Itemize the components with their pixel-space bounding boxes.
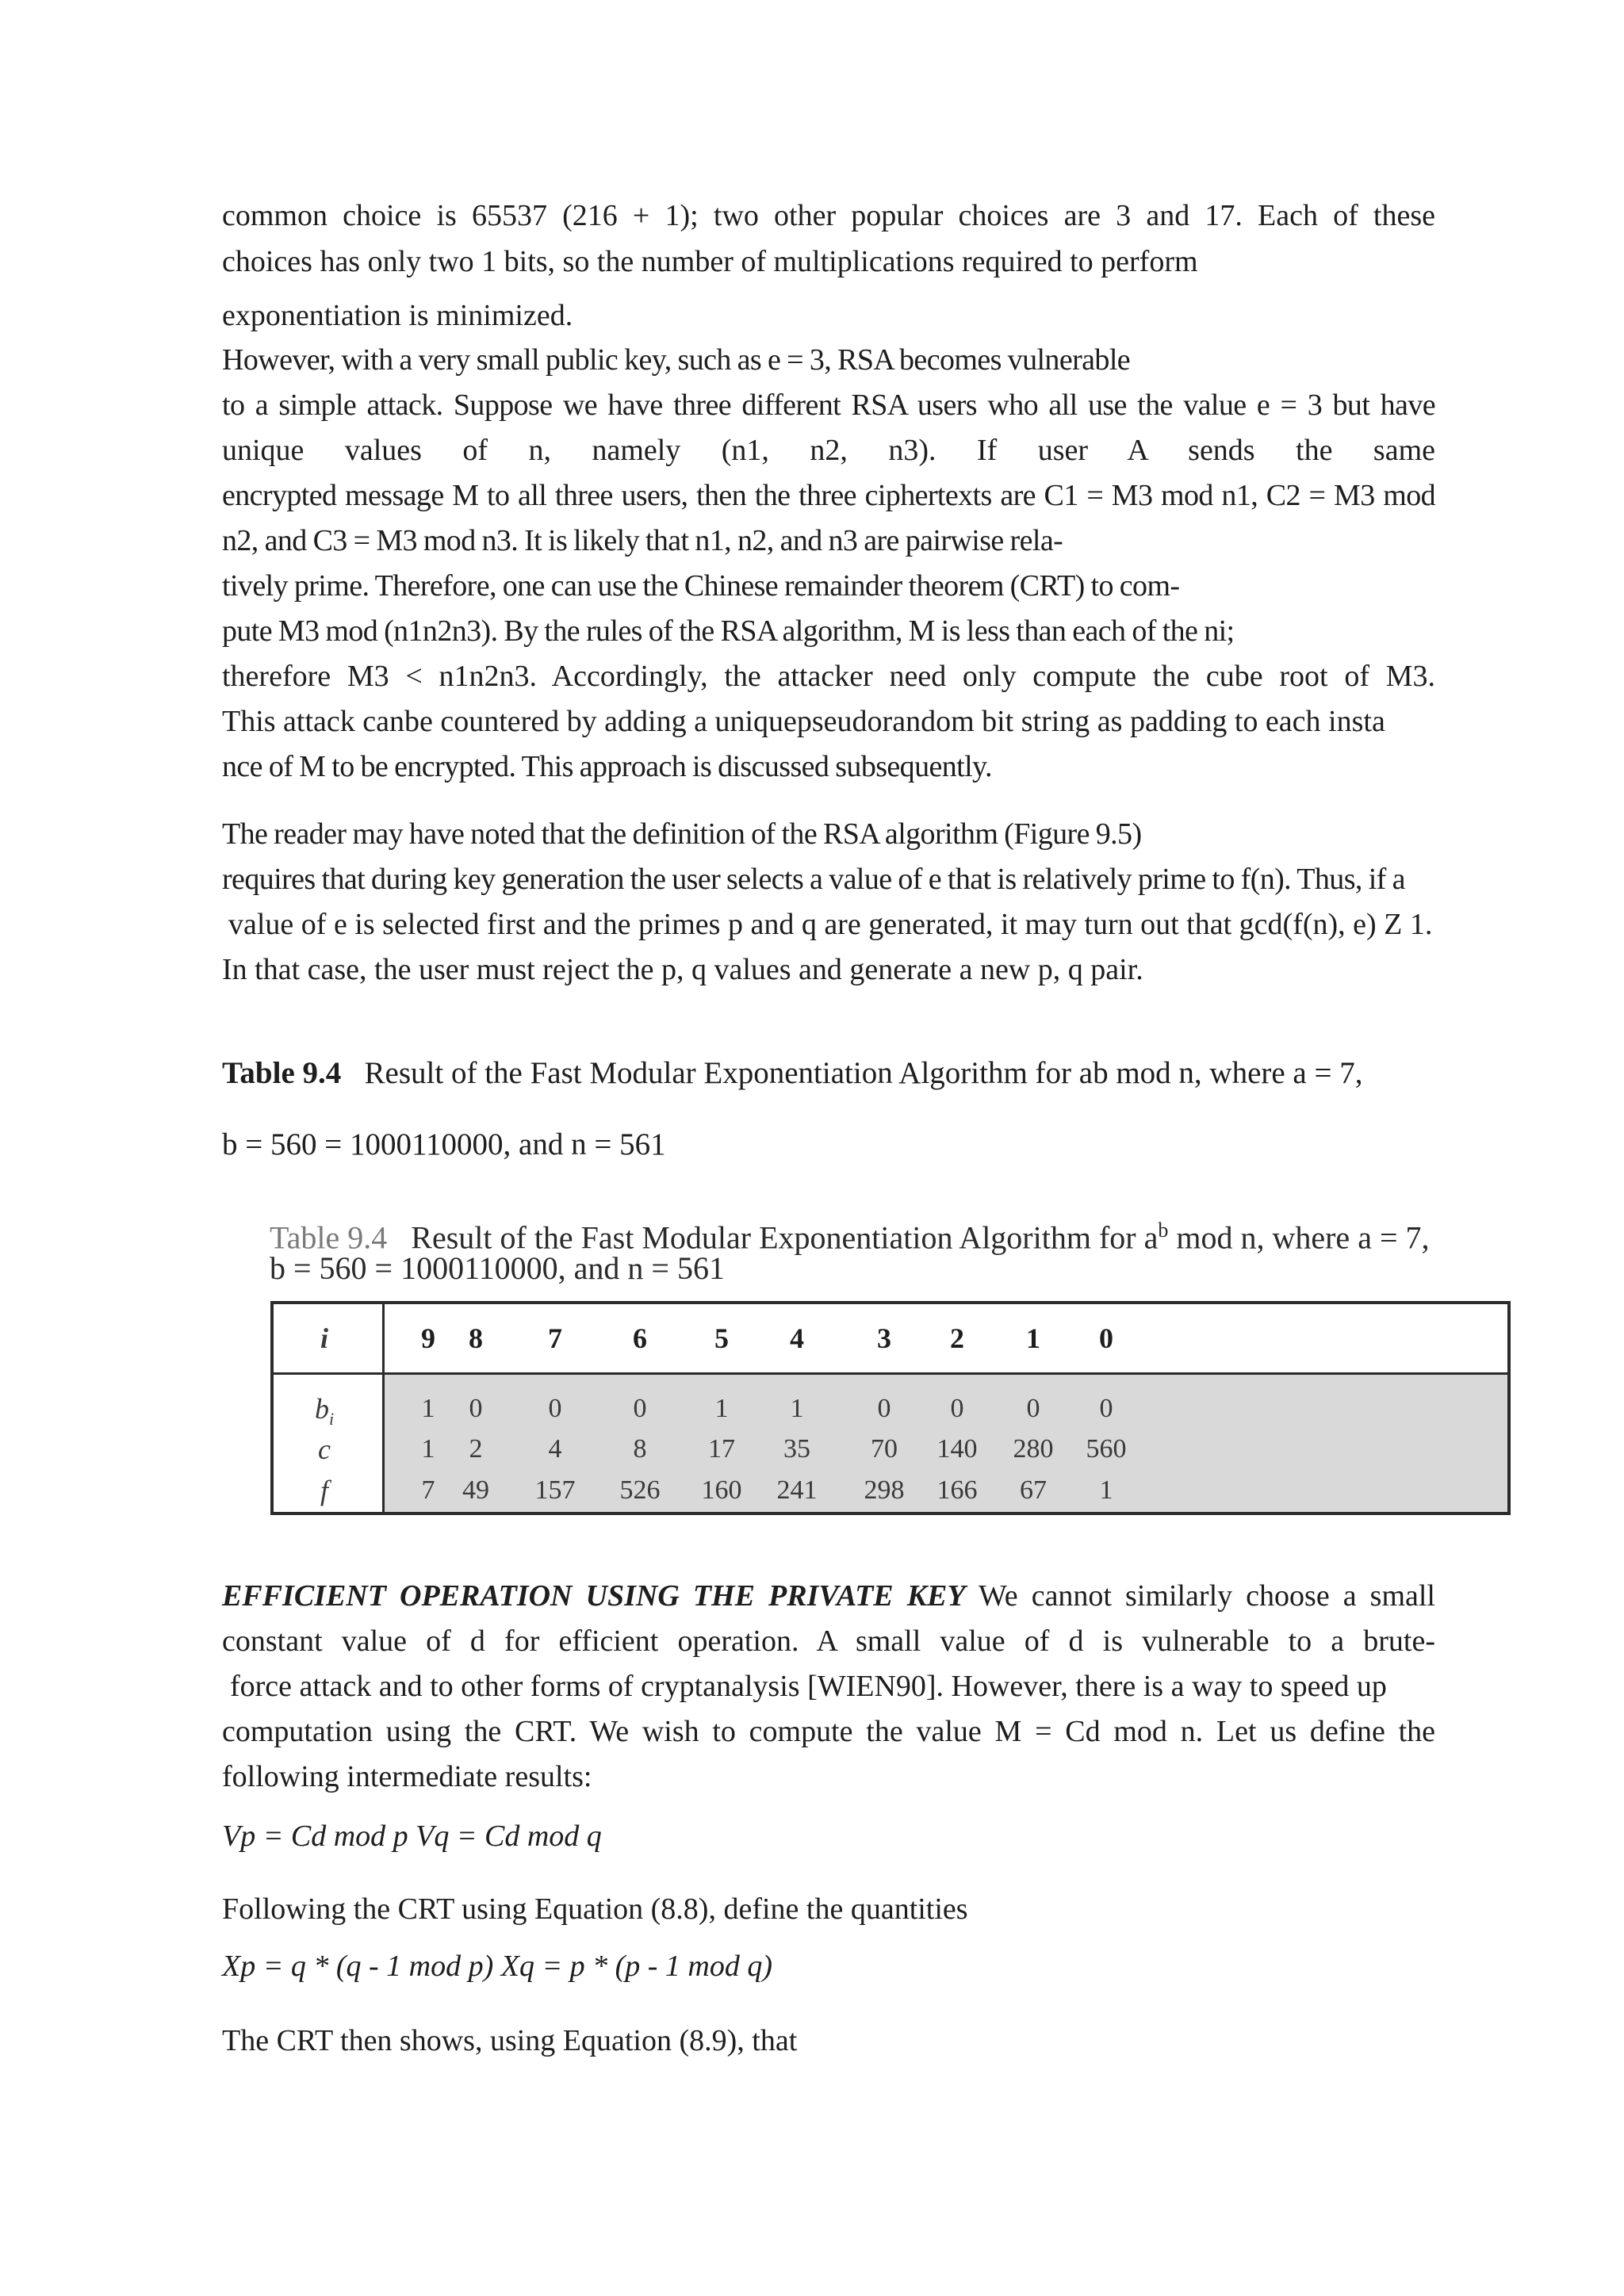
text-line: force attack and to other forms of cryptanalysis [WIEN90]. However, there is a way to speed up: [230, 1670, 1387, 1703]
table-caption-line1: Result of the Fast Modular Exponentiation Algorithm for ab mod n, where a = 7,: [364, 1056, 1363, 1090]
table-row-label: $b_i$: [314, 1393, 335, 1429]
table-cell: 0: [1026, 1394, 1040, 1423]
table-cell: 0: [548, 1394, 562, 1423]
section-first-line: [222, 1577, 1435, 1615]
text-line: to a simple attack. Suppose we have three different RSA users who all use the value e = 3 but have: [222, 388, 1435, 422]
table-cell: 0: [1099, 1394, 1113, 1423]
table-cell: 1: [421, 1394, 435, 1423]
text-line: This attack canbe countered by adding a uniquepseudorandom bit string as padding to each insta: [222, 705, 1385, 738]
table-cell: 4: [548, 1434, 562, 1464]
table-cell: 280: [1013, 1434, 1054, 1464]
text-line: unique values of n, namely (n1, n2, n3). If user A sends the same: [222, 434, 1435, 467]
table-header-cell: 6: [633, 1322, 647, 1354]
data-table: [270, 1301, 1511, 1515]
text-line: n2, and C3 = M3 mod n3. It is likely that n1, n2, and n3 are pairwise rela-: [222, 524, 1063, 557]
text-line: therefore M3 < n1n2n3. Accordingly, the attacker need only compute the cube root of M3.: [222, 660, 1435, 693]
text-line: pute M3 mod (n1n2n3). By the rules of the RSA algorithm, M is less than each of the ni;: [222, 614, 1235, 648]
table-header-cell: 2: [950, 1322, 964, 1354]
text-line: Following the CRT using Equation (8.8), define the quantities: [222, 1892, 968, 1926]
table-cell: 1: [714, 1394, 729, 1423]
table-header-cell: 8: [469, 1322, 483, 1354]
table-header-i: i: [320, 1322, 328, 1354]
table-cell: 35: [783, 1434, 810, 1464]
table-cell: 49: [462, 1475, 489, 1505]
table-cell: 298: [864, 1475, 905, 1505]
table-cell: 0: [469, 1394, 483, 1423]
table-header-cell: 0: [1099, 1322, 1113, 1354]
table-image-caption-sup: b: [1158, 1219, 1169, 1242]
section-heading: EFFICIENT OPERATION USING THE PRIVATE KEY: [222, 1579, 966, 1613]
text-line: In that case, the user must reject the p, q values and generate a new p, q pair.: [222, 953, 1143, 986]
table-cell: 7: [421, 1475, 435, 1505]
text-line: choices has only two 1 bits, so the number of multiplications required to perform: [222, 245, 1198, 278]
text-line: tively prime. Therefore, one can use the Chinese remainder theorem (CRT) to com-: [222, 569, 1180, 603]
text-line: nce of M to be encrypted. This approach is discussed subsequently.: [222, 750, 992, 783]
equation-xp-xq: Xp = q * (q - 1 mod p) Xq = p * (p - 1 mod q): [222, 1950, 773, 1983]
table-row-label: c: [318, 1433, 331, 1465]
section-line1-rest: We cannot similarly choose a small: [978, 1579, 1435, 1613]
table-cell: 67: [1020, 1475, 1047, 1505]
table-header-cell: 7: [548, 1322, 562, 1354]
text-line: computation using the CRT. We wish to compute the value M = Cd mod n. Let us define the: [222, 1715, 1435, 1748]
table-caption-line2: b = 560 = 1000110000, and n = 561: [222, 1127, 666, 1161]
table-header-cell: 4: [790, 1322, 804, 1354]
text-line: exponentiation is minimized.: [222, 299, 573, 332]
table-cell: 0: [950, 1394, 964, 1423]
table-header-cell: 1: [1026, 1322, 1040, 1354]
table-cell: 70: [871, 1434, 898, 1464]
text-line: constant value of d for efficient operation. A small value of d is vulnerable to a brute-: [222, 1624, 1435, 1658]
table-cell: 157: [534, 1475, 576, 1505]
table-header-cell: 9: [421, 1322, 435, 1354]
table-cell: 2: [469, 1434, 483, 1464]
table-cell: 8: [633, 1434, 647, 1464]
text-line: requires that during key generation the user selects a value of e that is relatively prime to f(n). Thus, if a: [222, 863, 1405, 896]
table-image-caption-line1: Result of the Fast Modular Exponentiation Algorithm for a: [411, 1219, 1159, 1256]
table-cell: 526: [619, 1475, 661, 1505]
table-image-caption-line1-end: mod n, where a = 7,: [1168, 1219, 1430, 1256]
text-line: However, with a very small public key, such as e = 3, RSA becomes vulnerable: [222, 343, 1131, 377]
table-cell: 241: [776, 1475, 818, 1505]
table-cell: 0: [877, 1394, 891, 1423]
text-line: common choice is 65537 (216 + 1); two other popular choices are 3 and 17. Each of these: [222, 199, 1435, 232]
table-cell: 17: [708, 1434, 735, 1464]
equation-vp-vq: Vp = Cd mod p Vq = Cd mod q: [222, 1820, 602, 1853]
text-line: value of e is selected first and the primes p and q are generated, it may turn out that gcd(f(n), e) Z 1.: [228, 908, 1433, 941]
text-line: The CRT then shows, using Equation (8.9), that: [222, 2024, 798, 2057]
table-cell: 1: [790, 1394, 804, 1423]
text-line: The reader may have noted that the definition of the RSA algorithm (Figure 9.5): [222, 817, 1142, 851]
table-row-label: f: [320, 1475, 328, 1506]
table-caption-label: Table 9.4: [222, 1056, 342, 1090]
table-cell: 166: [936, 1475, 978, 1505]
table-header-cell: 5: [714, 1322, 729, 1354]
text-line: encrypted message M to all three users, then the three ciphertexts are C1 = M3 mod n1, C2 = M3 mod: [222, 479, 1435, 512]
text-line: following intermediate results:: [222, 1760, 592, 1793]
table-cell: 0: [633, 1394, 647, 1423]
table-header-cell: 3: [877, 1322, 891, 1354]
table-image-caption-label: Table 9.4: [270, 1219, 388, 1256]
table-cell: 1: [421, 1434, 435, 1464]
table-cell: 560: [1086, 1434, 1127, 1464]
table-cell: 1: [1099, 1475, 1113, 1505]
table-cell: 160: [701, 1475, 742, 1505]
table-image-caption-line2: b = 560 = 1000110000, and n = 561: [270, 1250, 725, 1286]
table-caption: [222, 1054, 1435, 1093]
table-cell: 140: [936, 1434, 978, 1464]
